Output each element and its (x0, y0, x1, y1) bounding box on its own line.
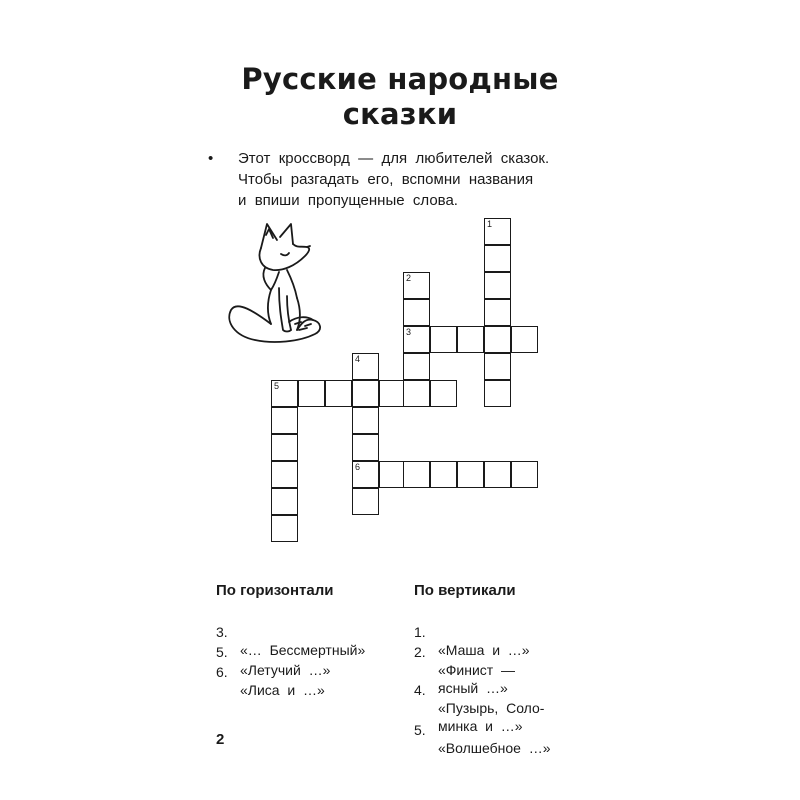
crossword-cell[interactable] (298, 380, 325, 407)
clue-text: ясный …» (438, 680, 508, 696)
page-number: 2 (216, 731, 225, 748)
clue-text: «Лиса и …» (240, 682, 325, 698)
clue-number: 2 (406, 273, 412, 283)
intro-line-1: Этот кроссворд — для любителей сказок. (238, 150, 550, 167)
crossword-cell[interactable] (403, 326, 430, 353)
crossword-cell[interactable] (511, 461, 538, 488)
crossword-cell[interactable] (271, 515, 298, 542)
crossword-cell[interactable] (271, 407, 298, 434)
down-heading: По вертикали (414, 582, 516, 599)
clue-number: 6. (216, 664, 228, 680)
clue-number: 3. (216, 624, 228, 640)
crossword-cell[interactable] (484, 326, 511, 353)
intro-line-2: Чтобы разгадать его, вспомни названия (238, 171, 534, 188)
crossword-cell[interactable] (430, 380, 457, 407)
crossword-cell[interactable] (352, 353, 379, 380)
clue-text: «Летучий …» (240, 662, 331, 678)
clue-text: «Маша и …» (438, 642, 530, 658)
crossword-cell[interactable] (484, 245, 511, 272)
clue-text: минка и …» (438, 718, 523, 734)
intro-line-3: и впиши пропущенные слова. (238, 192, 458, 209)
crossword-cell[interactable] (403, 461, 430, 488)
crossword-cell[interactable] (430, 326, 457, 353)
clue-number: 1. (414, 624, 426, 640)
crossword-cell[interactable] (379, 461, 406, 488)
crossword-cell[interactable] (271, 434, 298, 461)
title-line-2: сказки (342, 97, 458, 131)
across-heading: По горизонтали (216, 582, 334, 599)
clue-text: «… Бессмертный» (240, 642, 366, 658)
clue-number: 5. (414, 722, 426, 738)
clue-text: «Финист — (438, 662, 515, 678)
crossword-cell[interactable] (430, 461, 457, 488)
title-line-1: Русские народные (241, 62, 559, 96)
clue-number: 3 (406, 327, 412, 337)
clue-text: «Волшебное …» (438, 740, 551, 756)
clue-number: 1 (487, 219, 493, 229)
crossword-cell[interactable] (403, 380, 430, 407)
clue-number: 2. (414, 644, 426, 660)
crossword-cell[interactable] (484, 380, 511, 407)
crossword-cell[interactable] (484, 461, 511, 488)
bullet: • (208, 150, 214, 167)
crossword-cell[interactable] (484, 218, 511, 245)
crossword-cell[interactable] (403, 272, 430, 299)
crossword-cell[interactable] (484, 299, 511, 326)
crossword-cell[interactable] (403, 299, 430, 326)
crossword-cell[interactable] (352, 461, 379, 488)
crossword-cell[interactable] (511, 326, 538, 353)
crossword-cell[interactable] (457, 461, 484, 488)
crossword-cell[interactable] (403, 353, 430, 380)
clue-number: 5. (216, 644, 228, 660)
clue-number: 4 (355, 354, 361, 364)
crossword-cell[interactable] (271, 380, 298, 407)
clue-number: 6 (355, 462, 361, 472)
crossword-cell[interactable] (352, 380, 379, 407)
clue-text: «Пузырь, Соло- (438, 700, 545, 716)
crossword-cell[interactable] (325, 380, 352, 407)
crossword-cell[interactable] (271, 488, 298, 515)
crossword-cell[interactable] (484, 353, 511, 380)
crossword-cell[interactable] (352, 488, 379, 515)
clue-number: 4. (414, 682, 426, 698)
clue-number: 5 (274, 381, 280, 391)
crossword-cell[interactable] (484, 272, 511, 299)
crossword-cell[interactable] (379, 380, 406, 407)
crossword-cell[interactable] (352, 407, 379, 434)
crossword-cell[interactable] (352, 434, 379, 461)
crossword-cell[interactable] (457, 326, 484, 353)
crossword-cell[interactable] (271, 461, 298, 488)
